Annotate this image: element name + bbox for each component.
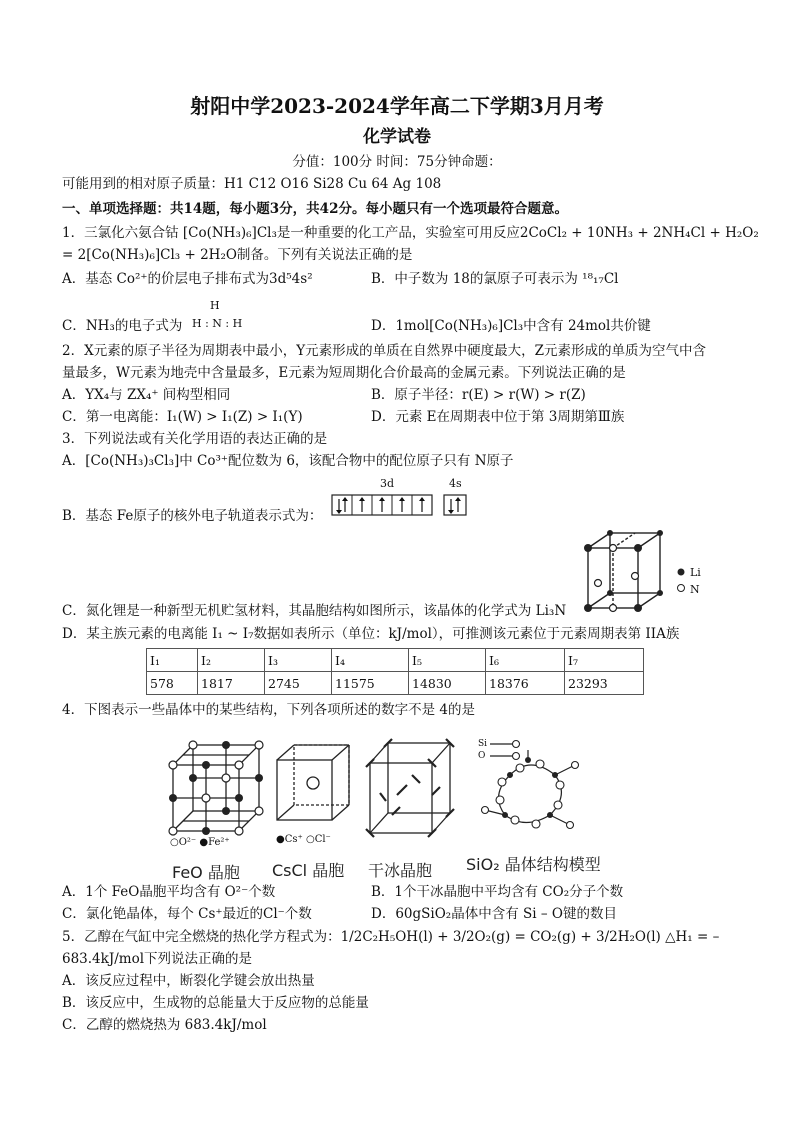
cscl-legend: ●Cs⁺ ○Cl⁻ (276, 834, 331, 845)
q4-option-d: D．60gSiO₂晶体中含有 Si – O键的数目 (371, 906, 617, 922)
table-header-cell: I₃ (265, 649, 332, 672)
sio2-o-label: O (478, 751, 486, 761)
q1-stem-line1: 1．三氯化六氨合钴 [Co(NH₃)₆]Cl₃是一种重要的化工产品，实验室可用反应2CoCl₂ + 10NH₃ + 2NH₄Cl + H₂O₂ (62, 225, 759, 241)
q1-stem-line2: = 2[Co(NH₃)₆]Cl₃ + 2H₂O制备。下列有关说法正确的是 (62, 247, 413, 263)
ionization-table (146, 648, 644, 695)
table-header-cell: I₂ (198, 649, 265, 672)
table-row (147, 672, 644, 695)
exam-title: 射阳中学2023-2024学年高二下学期3月月考 (190, 94, 604, 118)
q5-option-b: B．该反应中，生成物的总能量大于反应物的总能量 (62, 995, 369, 1011)
q3-option-d: D．某主族元素的电离能 I₁ ~ I₇数据如表所示（单位：kJ/mol），可推测该元素位于元素周期表第 IIA族 (62, 626, 680, 642)
q1-option-d: D．1mol[Co(NH₃)₆]Cl₃中含有 24mol共价键 (371, 318, 651, 334)
q2-stem-line2: 量最多，W元素为地壳中含量最多，E元素为短周期化合价最高的金属元素。下列说法正确的是 (62, 365, 626, 381)
q3-option-c: C．氮化锂是一种新型无机贮氢材料，其晶胞结构如图所示，该晶体的化学式为 Li₃N (62, 603, 567, 619)
q1-option-b: B．中子数为 18的氯原子可表示为 ¹⁸₁₇Cl (371, 271, 619, 287)
table-cell: 14830 (409, 672, 486, 695)
table-header-cell: I₅ (409, 649, 486, 672)
q4-option-c: C．氯化铯晶体，每个 Cs⁺最近的Cl⁻个数 (62, 906, 312, 922)
feo-cell-figure (165, 735, 265, 840)
figure-label-feo: FeO 晶胞 (172, 863, 240, 882)
sio2-structure-figure (470, 730, 585, 840)
table-cell: 578 (147, 672, 198, 695)
nh3-top-h: H (210, 299, 220, 312)
score-line: 分值：100分 时间：75分钟命题： (292, 154, 502, 170)
q2-stem-line1: 2．X元素的原子半径为周期表中最小，Y元素形成的单质在自然界中硬度最大，Z元素形成的单质为空气中含 (62, 343, 706, 359)
table-header-row (147, 649, 644, 672)
cscl-cell-figure (272, 740, 357, 830)
exam-subtitle: 化学试卷 (363, 127, 431, 147)
q5-option-c: C．乙醇的燃烧热为 683.4kJ/mol (62, 1017, 267, 1033)
q4-option-a: A．1个 FeO晶胞平均含有 O²⁻个数 (62, 884, 276, 900)
section-heading: 一、单项选择题：共14题，每小题3分，共42分。每小题只有一个选项最符合题意。 (62, 201, 568, 217)
q4-option-b: B．1个干冰晶胞中平均含有 CO₂分子个数 (371, 884, 624, 900)
legend-n: N (690, 583, 700, 596)
q2-option-b: B．原子半径：r(E) > r(W) > r(Z) (371, 387, 586, 403)
q3-option-a: A．[Co(NH₃)₃Cl₃]中 Co³⁺配位数为 6，该配合物中的配位原子只有 N原子 (62, 453, 514, 469)
q1-option-a: A．基态 Co²⁺的价层电子排布式为3d⁵4s² (62, 271, 313, 287)
legend-li: Li (690, 566, 701, 579)
q3-stem: 3．下列说法或有关化学用语的表达正确的是 (62, 431, 328, 447)
li3n-legend-marks (674, 565, 688, 595)
orbital-4s-label: 4s (449, 477, 462, 490)
q3-option-b: B．基态 Fe原子的核外电子轨道表示式为： (62, 508, 323, 524)
table-header-cell: I₆ (486, 649, 565, 672)
q4-stem: 4．下图表示一些晶体中的某些结构，下列各项所述的数字不是 4的是 (62, 702, 475, 718)
table-cell: 1817 (198, 672, 265, 695)
nh3-lewis-formula: H : N : H (192, 317, 243, 330)
table-header-cell: I₇ (565, 649, 644, 672)
table-header-cell: I₄ (332, 649, 409, 672)
q5-option-a: A．该反应过程中，断裂化学键会放出热量 (62, 973, 315, 989)
feo-legend: ○O²⁻ ●Fe²⁺ (170, 837, 230, 848)
fe-orbital-diagram (330, 492, 470, 518)
figure-label-dry-ice: 干冰晶胞 (368, 861, 433, 880)
table-cell: 2745 (265, 672, 332, 695)
q1-option-c: C．NH₃的电子式为 (62, 318, 183, 334)
table-cell: 18376 (486, 672, 565, 695)
figure-label-sio2: SiO₂ 晶体结构模型 (466, 855, 601, 874)
figure-label-cscl: CsCl 晶胞 (272, 861, 345, 880)
atomic-masses: 可能用到的相对原子质量：H1 C12 O16 Si28 Cu 64 Ag 108 (62, 176, 442, 192)
table-cell: 23293 (565, 672, 644, 695)
q2-option-d: D．元素 E在周期表中位于第 3周期第Ⅲ族 (371, 409, 625, 425)
q2-option-a: A．YX₄与 ZX₄⁺ 间构型相同 (62, 387, 231, 403)
sio2-si-label: Si (478, 739, 488, 749)
table-header-cell: I₁ (147, 649, 198, 672)
q5-stem-line2: 683.4kJ/mol下列说法正确的是 (62, 951, 253, 967)
q5-stem-line1: 5．乙醇在气缸中完全燃烧的热化学方程式为：1/2C₂H₅OH(l) + 3/2O₂(g) = CO₂(g) + 3/2H₂O(l) △H₁ = – (62, 929, 720, 945)
table-cell: 11575 (332, 672, 409, 695)
dry-ice-cell-figure (362, 735, 457, 840)
orbital-3d-label: 3d (380, 477, 395, 490)
q2-option-c: C．第一电离能：I₁(W) > I₁(Z) > I₁(Y) (62, 409, 303, 425)
li3n-unit-cell (578, 528, 668, 618)
